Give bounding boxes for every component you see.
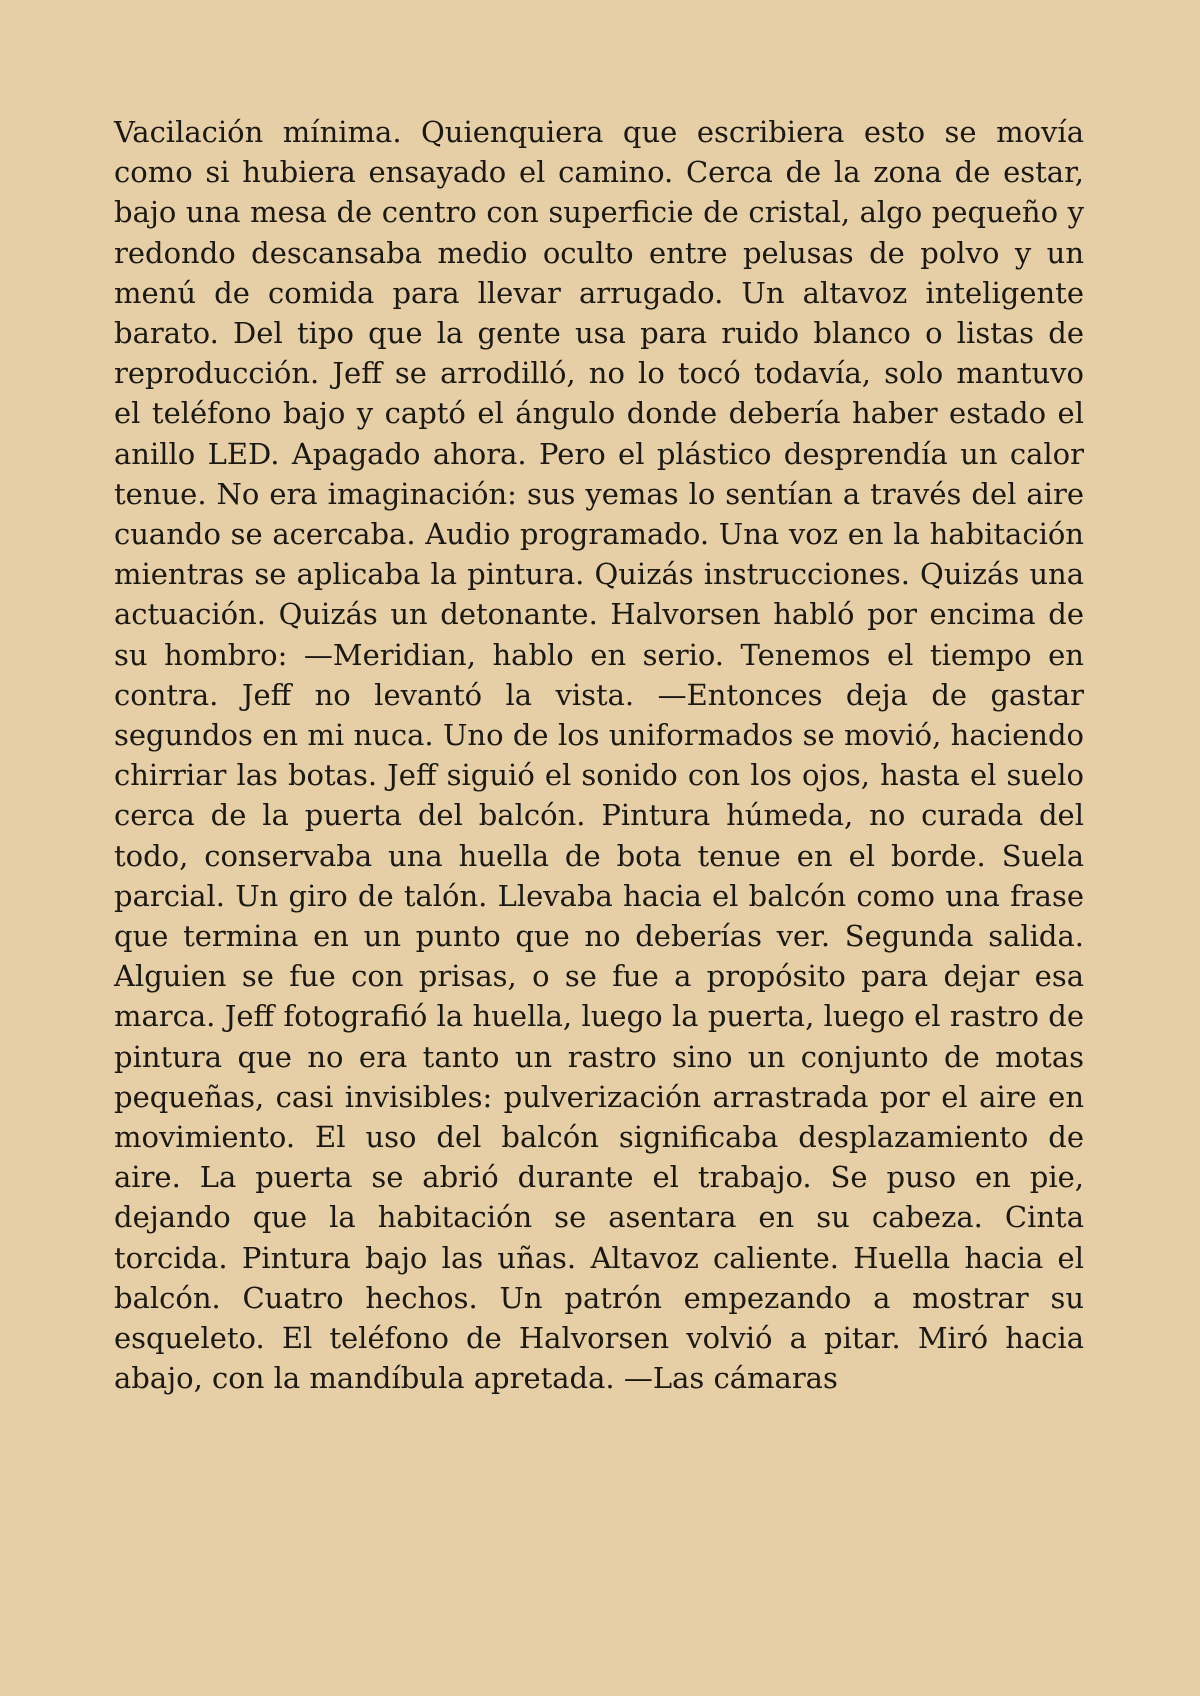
book-page	[114, 112, 1084, 1612]
body-paragraph: Vacilación mínima. Quienquiera que escribiera esto se movía como si hubiera ensayado el camino. Cerca de la zona de estar, bajo una mesa de centro con superficie de cristal, algo pequeño y redondo descansaba medio oculto entre pelusas de polvo y un menú de comida para llevar arrugado. Un altavoz inteligente barato. Del tipo que la gente usa para ruido blanco o listas de reproducción. Jeff se arrodilló, no lo tocó todavía, solo mantuvo el teléfono bajo y captó el ángulo donde debería haber estado el anillo LED. Apagado ahora. Pero el plástico desprendía un calor tenue. No era imaginación: sus yemas lo sentían a través del aire cuando se acercaba. Audio programado. Una voz en la habitación mientras se aplicaba la pintura. Quizás instrucciones. Quizás una actuación. Quizás un detonante. Halvorsen habló por encima de su hombro: —Meridian, hablo en serio. Tenemos el tiempo en contra. Jeff no levantó la vista. —Entonces deja de gastar segundos en mi nuca. Uno de los uniformados se movió, haciendo chirriar las botas. Jeff siguió el sonido con los ojos, hasta el suelo cerca de la puerta del balcón. Pintura húmeda, no curada del todo, conservaba una huella de bota tenue en el borde. Suela parcial. Un giro de talón. Llevaba hacia el balcón como una frase que termina en un punto que no deberías ver. Segunda salida. Alguien se fue con prisas, o se fue a propósito para dejar esa marca. Jeff fotografió la huella, luego la puerta, luego el rastro de pintura que no era tanto un rastro sino un conjunto de motas pequeñas, casi invisibles: pulverización arrastrada por el aire en movimiento. El uso del balcón significaba desplazamiento de aire. La puerta se abrió durante el trabajo. Se puso en pie, dejando que la habitación se asentara en su cabeza. Cinta torcida. Pintura bajo las uñas. Altavoz caliente. Huella hacia el balcón. Cuatro hechos. Un patrón empezando a mostrar su esqueleto. El teléfono de Halvorsen volvió a pitar. Miró hacia abajo, con la mandíbula apretada. —Las cámaras	[114, 115, 1084, 1396]
